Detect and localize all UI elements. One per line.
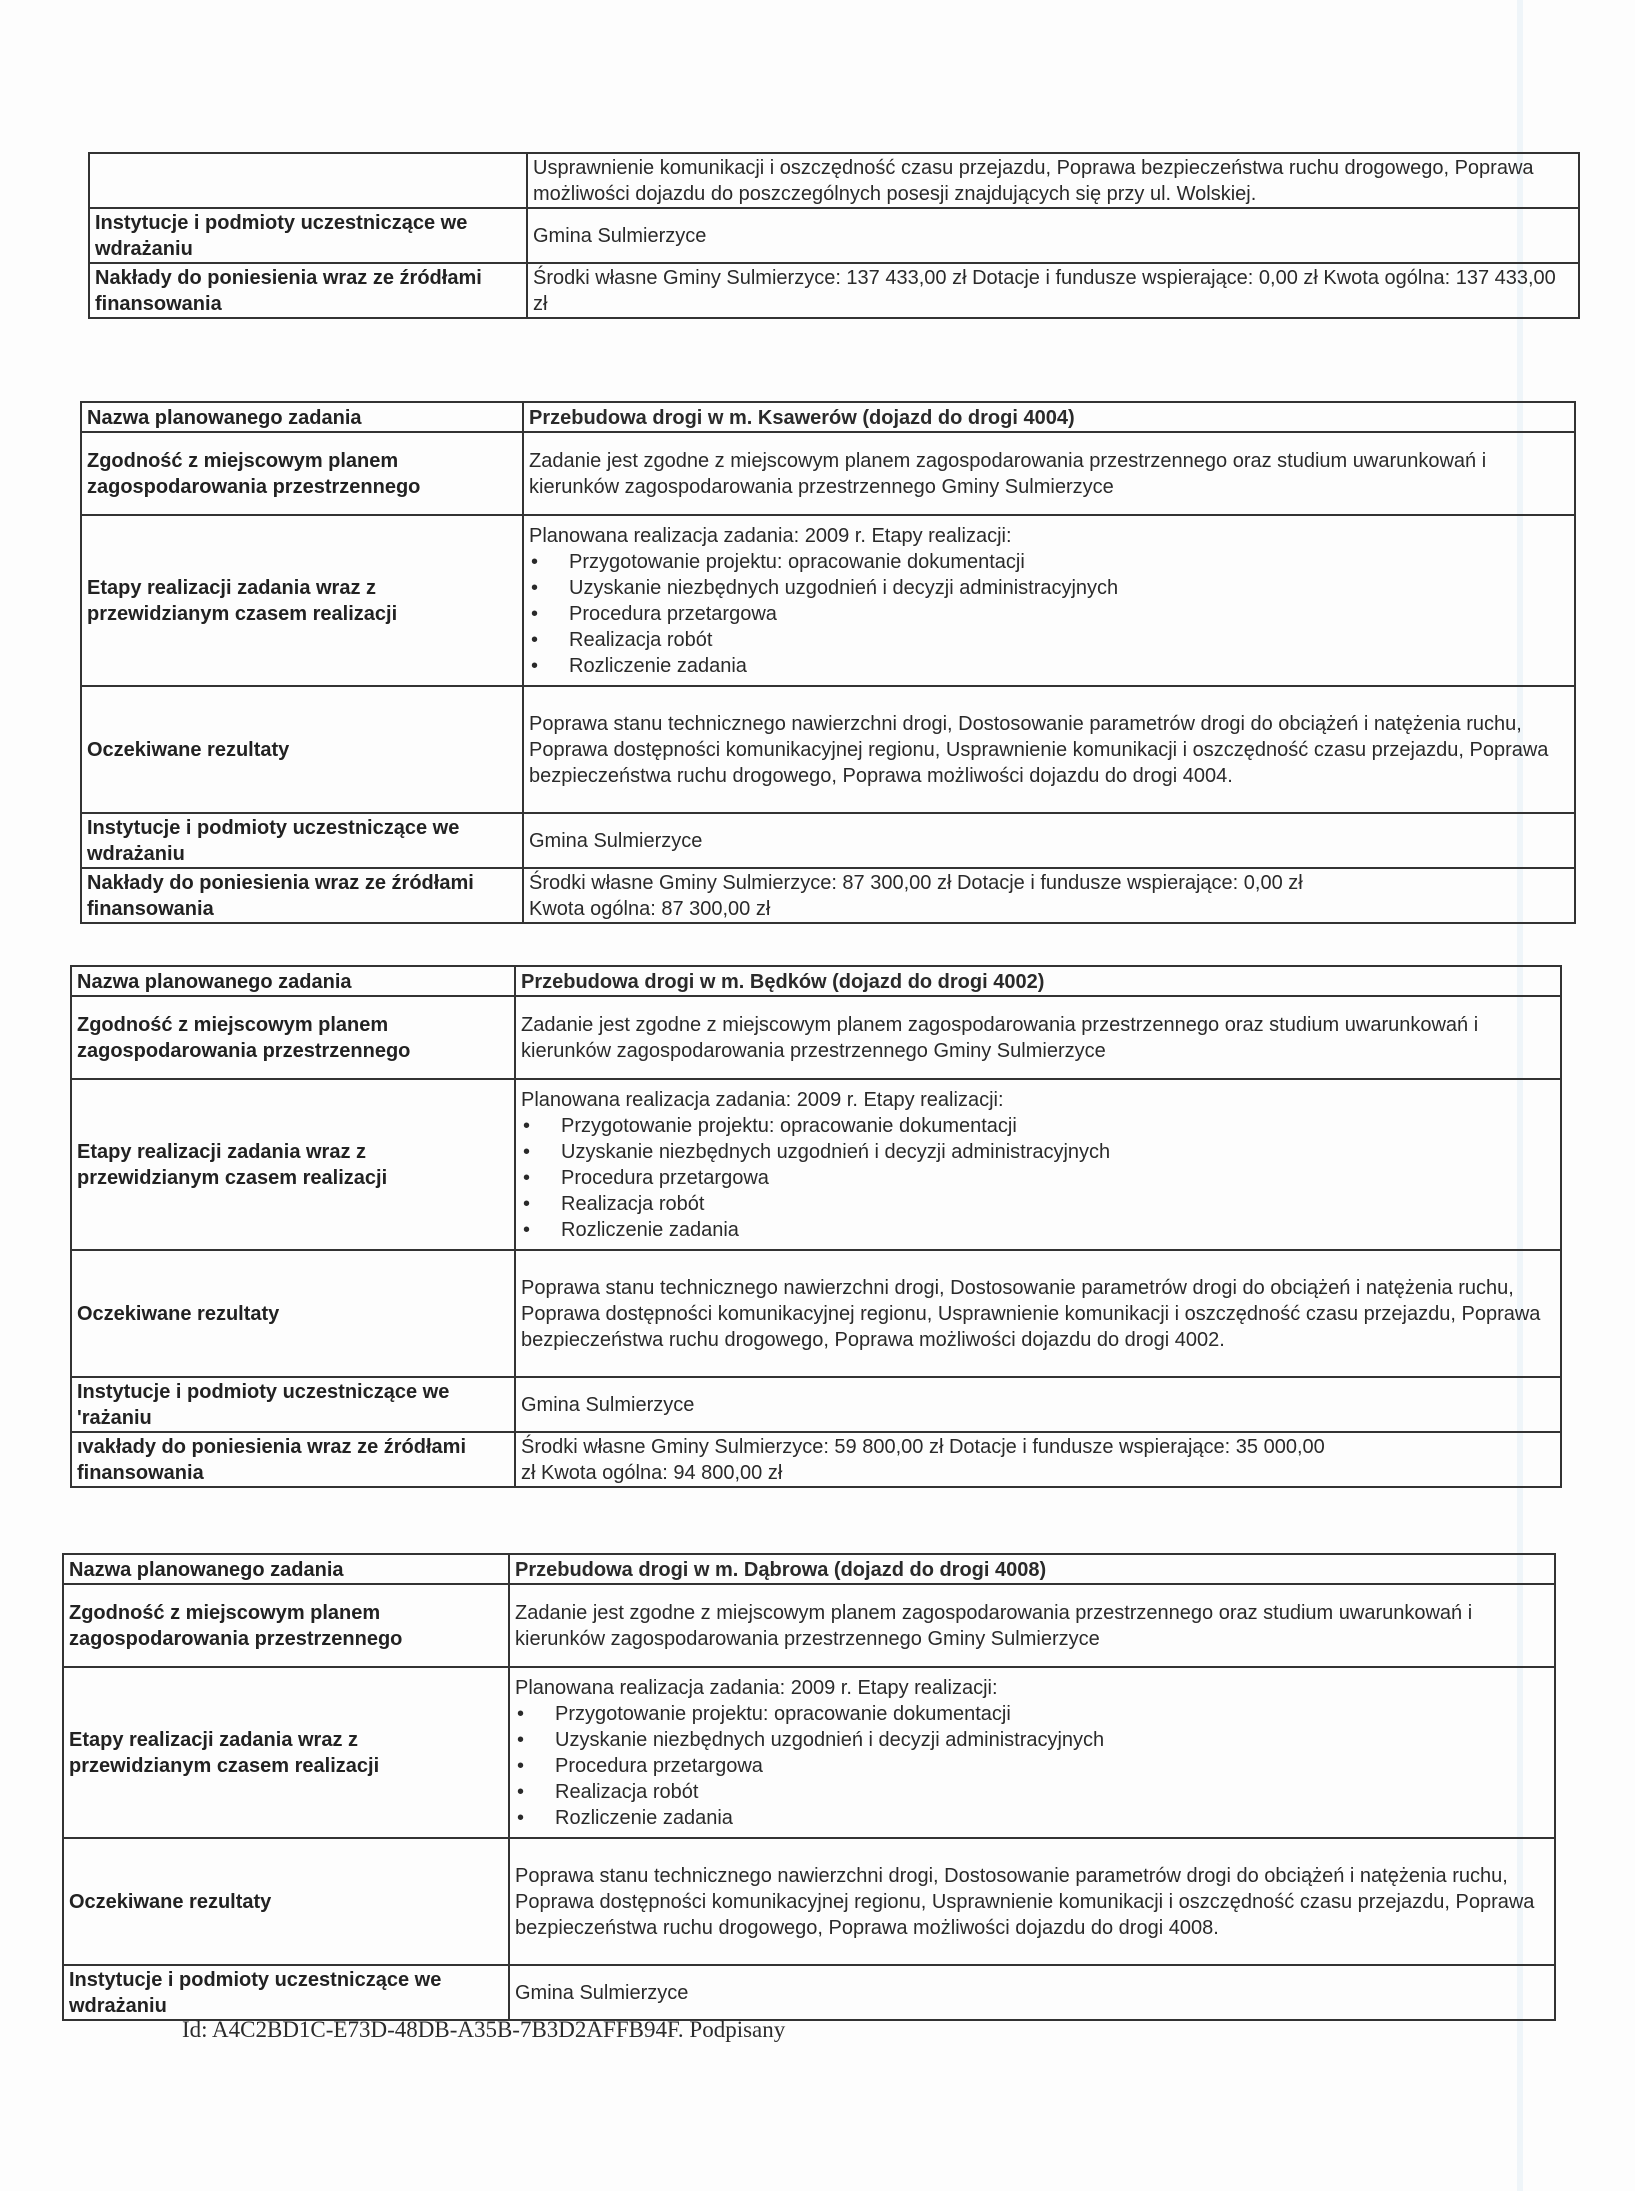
- stages-intro: Planowana realizacja zadania: 2009 r. Etapy realizacji:: [515, 1677, 998, 1699]
- institutions-value: Gmina Sulmierzyce: [515, 1377, 1561, 1432]
- table-row-results: [63, 1838, 1555, 1965]
- table-row-costs: [81, 868, 1575, 923]
- results-line: Poprawa dostępności komunikacyjnej regionu, Usprawnienie komunikacji i oszczędność czasu przejazdu, Poprawa bezpieczeństwa ruchu drogowego, Poprawa możliwości dojazdu do drogi 4008.: [515, 1891, 1535, 1939]
- results-line: Poprawa stanu technicznego nawierzchni drogi, Dostosowanie parametrów drogi do obciążeń i natężenia ruchu,: [515, 1865, 1508, 1887]
- costs-line: zł Kwota ogólna: 94 800,00 zł: [521, 1462, 783, 1484]
- institutions-label: Instytucje i podmioty uczestniczące we 'rażaniu: [71, 1377, 515, 1432]
- task-table-dabrowa: [62, 1553, 1556, 2021]
- stage-item: • Procedura przetargowa: [515, 1753, 1549, 1779]
- results-value: [509, 1838, 1555, 1965]
- task-name: Przebudowa drogi w m. Będków (dojazd do drogi 4002): [515, 966, 1561, 996]
- institutions-value: Gmina Sulmierzyce: [509, 1965, 1555, 2020]
- task-table-bedkow: [70, 965, 1562, 1488]
- table-row-costs: [71, 1432, 1561, 1487]
- stages-intro: Planowana realizacja zadania: 2009 r. Etapy realizacji:: [521, 1089, 1004, 1111]
- results-line: Poprawa stanu technicznego nawierzchni drogi, Dostosowanie parametrów drogi do obciążeń i natężenia ruchu,: [529, 713, 1522, 735]
- stage-item: • Rozliczenie zadania: [529, 653, 1569, 679]
- compliance-label: Zgodność z miejscowym planem zagospodarowania przestrzennego: [63, 1584, 509, 1667]
- stage-item: • Uzyskanie niezbędnych uzgodnień i decyzji administracyjnych: [521, 1139, 1555, 1165]
- name-label: Nazwa planowanego zadania: [63, 1554, 509, 1584]
- table-row-results: [81, 686, 1575, 813]
- costs-value: [523, 868, 1575, 923]
- costs-value: Środki własne Gminy Sulmierzyce: 137 433,00 zł Dotacje i fundusze wspierające: 0,00 zł Kwota ogólna: 137 433,00 zł: [527, 263, 1579, 318]
- results-line: Poprawa dostępności komunikacyjnej regionu, Usprawnienie komunikacji i oszczędność czasu przejazdu, Poprawa bezpieczeństwa ruchu drogowego, Poprawa możliwości dojazdu do drogi 4004.: [529, 739, 1549, 787]
- stages-list: [515, 1701, 1549, 1831]
- task-table-continuation: [88, 152, 1580, 319]
- name-label: Nazwa planowanego zadania: [71, 966, 515, 996]
- stages-label: Etapy realizacji zadania wraz z przewidzianym czasem realizacji: [63, 1667, 509, 1838]
- stage-item: • Uzyskanie niezbędnych uzgodnień i decyzji administracyjnych: [529, 575, 1569, 601]
- table-row-institutions: [89, 208, 1579, 263]
- institutions-label: Instytucje i podmioty uczestniczące we wdrażaniu: [89, 208, 527, 263]
- results-value: [523, 686, 1575, 813]
- compliance-label: Zgodność z miejscowym planem zagospodarowania przestrzennego: [81, 432, 523, 515]
- stage-item: • Procedura przetargowa: [529, 601, 1569, 627]
- stage-item: • Realizacja robót: [521, 1191, 1555, 1217]
- results-line: Poprawa dostępności komunikacyjnej regionu, Usprawnienie komunikacji i oszczędność czasu przejazdu, Poprawa bezpieczeństwa ruchu drogowego, Poprawa możliwości dojazdu do drogi 4002.: [521, 1303, 1541, 1351]
- results-line: Poprawa stanu technicznego nawierzchni drogi, Dostosowanie parametrów drogi do obciążeń i natężenia ruchu,: [521, 1277, 1514, 1299]
- institutions-value: Gmina Sulmierzyce: [523, 813, 1575, 868]
- stages-value: [515, 1079, 1561, 1250]
- stage-item: • Realizacja robót: [515, 1779, 1549, 1805]
- costs-line: Środki własne Gminy Sulmierzyce: 59 800,00 zł Dotacje i fundusze wspierające: 35 000,00: [521, 1436, 1325, 1458]
- table-row-compliance: [63, 1584, 1555, 1667]
- costs-line: Środki własne Gminy Sulmierzyce: 87 300,00 zł Dotacje i fundusze wspierające: 0,00 zł: [529, 872, 1303, 894]
- name-label: Nazwa planowanego zadania: [81, 402, 523, 432]
- costs-line: Kwota ogólna: 87 300,00 zł: [529, 898, 771, 920]
- compliance-value: Zadanie jest zgodne z miejscowym planem zagospodarowania przestrzennego oraz studium uwarunkowań i kierunków zagospodarowania przestrzennego Gminy Sulmierzyce: [509, 1584, 1555, 1667]
- task-table-ksawerow: [80, 401, 1576, 924]
- table-row-compliance: [71, 996, 1561, 1079]
- table-row-name: [63, 1554, 1555, 1584]
- stage-item: • Rozliczenie zadania: [521, 1217, 1555, 1243]
- table-row-institutions: [71, 1377, 1561, 1432]
- institutions-value: Gmina Sulmierzyce: [527, 208, 1579, 263]
- stages-list: [529, 549, 1569, 679]
- stages-label: Etapy realizacji zadania wraz z przewidzianym czasem realizacji: [71, 1079, 515, 1250]
- table-row-results: [89, 153, 1579, 208]
- table-row-costs: [89, 263, 1579, 318]
- table-row-stages: [63, 1667, 1555, 1838]
- table-row-compliance: [81, 432, 1575, 515]
- compliance-value: Zadanie jest zgodne z miejscowym planem zagospodarowania przestrzennego oraz studium uwarunkowań i kierunków zagospodarowania przestrzennego Gminy Sulmierzyce: [523, 432, 1575, 515]
- task-name: Przebudowa drogi w m. Ksawerów (dojazd do drogi 4004): [523, 402, 1575, 432]
- stages-value: [523, 515, 1575, 686]
- table-row-stages: [81, 515, 1575, 686]
- institutions-label: Instytucje i podmioty uczestniczące we wdrażaniu: [81, 813, 523, 868]
- results-value: [515, 1250, 1561, 1377]
- stage-item: • Przygotowanie projektu: opracowanie dokumentacji: [515, 1701, 1549, 1727]
- compliance-label: Zgodność z miejscowym planem zagospodarowania przestrzennego: [71, 996, 515, 1079]
- table-row-institutions: [81, 813, 1575, 868]
- table-row-name: [81, 402, 1575, 432]
- stages-value: [509, 1667, 1555, 1838]
- stage-item: • Procedura przetargowa: [521, 1165, 1555, 1191]
- stage-item: • Rozliczenie zadania: [515, 1805, 1549, 1831]
- stages-intro: Planowana realizacja zadania: 2009 r. Etapy realizacji:: [529, 525, 1012, 547]
- costs-label: Nakłady do poniesienia wraz ze źródłami finansowania: [81, 868, 523, 923]
- document-signature-id: Id: A4C2BD1C-E73D-48DB-A35B-7B3D2AFFB94F. Podpisany: [182, 2017, 786, 2042]
- stage-item: • Realizacja robót: [529, 627, 1569, 653]
- costs-label: ıvakłady do poniesienia wraz ze źródłami finansowania: [71, 1432, 515, 1487]
- results-label: Oczekiwane rezultaty: [71, 1250, 515, 1377]
- empty-label-cell: [89, 153, 527, 208]
- stage-item: • Przygotowanie projektu: opracowanie dokumentacji: [529, 549, 1569, 575]
- institutions-label: Instytucje i podmioty uczestniczące we wdrażaniu: [63, 1965, 509, 2020]
- results-label: Oczekiwane rezultaty: [81, 686, 523, 813]
- compliance-value: Zadanie jest zgodne z miejscowym planem zagospodarowania przestrzennego oraz studium uwarunkowań i kierunków zagospodarowania przestrzennego Gminy Sulmierzyce: [515, 996, 1561, 1079]
- table-row-name: [71, 966, 1561, 996]
- stage-item: • Przygotowanie projektu: opracowanie dokumentacji: [521, 1113, 1555, 1139]
- table-row-institutions: [63, 1965, 1555, 2020]
- table-row-results: [71, 1250, 1561, 1377]
- stage-item: • Uzyskanie niezbędnych uzgodnień i decyzji administracyjnych: [515, 1727, 1549, 1753]
- costs-label: Nakłady do poniesienia wraz ze źródłami finansowania: [89, 263, 527, 318]
- results-label: Oczekiwane rezultaty: [63, 1838, 509, 1965]
- stages-label: Etapy realizacji zadania wraz z przewidzianym czasem realizacji: [81, 515, 523, 686]
- costs-value: [515, 1432, 1561, 1487]
- stages-list: [521, 1113, 1555, 1243]
- task-name: Przebudowa drogi w m. Dąbrowa (dojazd do drogi 4008): [509, 1554, 1555, 1584]
- table-row-stages: [71, 1079, 1561, 1250]
- results-value: Usprawnienie komunikacji i oszczędność czasu przejazdu, Poprawa bezpieczeństwa ruchu drogowego, Poprawa możliwości dojazdu do poszczególnych posesji znajdujących się przy ul. Wolskiej.: [527, 153, 1579, 208]
